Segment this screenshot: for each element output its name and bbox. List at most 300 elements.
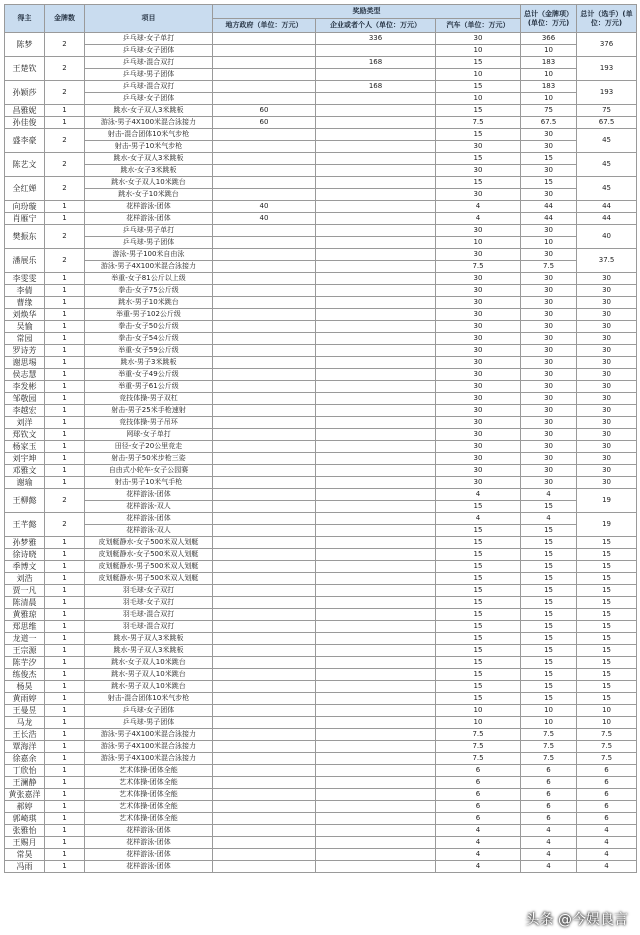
- athlete-total-cell: 30: [577, 477, 637, 489]
- event-cell: 花样游泳-团体: [85, 513, 213, 525]
- subtotal-cell: 15: [521, 621, 577, 633]
- subtotal-cell: 30: [521, 465, 577, 477]
- event-cell: 艺术体操-团体全能: [85, 777, 213, 789]
- table-row: [5, 321, 637, 333]
- event-cell: 花样游泳-团体: [85, 861, 213, 873]
- athlete-name-cell: 孙颖莎: [5, 81, 45, 105]
- local-gov-cell: [213, 357, 316, 369]
- athlete-total-cell: 30: [577, 333, 637, 345]
- subtotal-cell: 10: [521, 717, 577, 729]
- event-cell: 花样游泳-团体: [85, 489, 213, 501]
- car-cell: 30: [436, 297, 521, 309]
- table-row: [5, 45, 637, 57]
- athlete-name-cell: 陈芋汐: [5, 657, 45, 669]
- subtotal-cell: 6: [521, 765, 577, 777]
- car-cell: 30: [436, 189, 521, 201]
- enterprise-cell: [316, 729, 436, 741]
- table-row: [5, 153, 637, 165]
- athlete-name-cell: 黄雨婷: [5, 693, 45, 705]
- subtotal-cell: 15: [521, 645, 577, 657]
- subtotal-cell: 15: [521, 633, 577, 645]
- table-row: [5, 597, 637, 609]
- enterprise-cell: [316, 609, 436, 621]
- local-gov-cell: [213, 669, 316, 681]
- car-cell: 10: [436, 237, 521, 249]
- car-cell: 6: [436, 777, 521, 789]
- table-row: [5, 213, 637, 225]
- car-cell: 30: [436, 33, 521, 45]
- athlete-total-cell: 15: [577, 537, 637, 549]
- car-cell: 15: [436, 537, 521, 549]
- car-cell: 30: [436, 453, 521, 465]
- event-cell: 射击-男子50米步枪三姿: [85, 453, 213, 465]
- local-gov-cell: [213, 609, 316, 621]
- athlete-total-cell: 6: [577, 813, 637, 825]
- subtotal-cell: 44: [521, 201, 577, 213]
- athlete-total-cell: 6: [577, 801, 637, 813]
- local-gov-cell: [213, 225, 316, 237]
- subtotal-cell: 67.5: [521, 117, 577, 129]
- athlete-name-cell: 侯志慧: [5, 369, 45, 381]
- car-cell: 7.5: [436, 741, 521, 753]
- enterprise-cell: [316, 369, 436, 381]
- enterprise-cell: [316, 585, 436, 597]
- athlete-name-cell: 吴愉: [5, 321, 45, 333]
- enterprise-cell: [316, 477, 436, 489]
- medal-count-cell: 1: [45, 729, 85, 741]
- local-gov-cell: [213, 369, 316, 381]
- local-gov-cell: [213, 837, 316, 849]
- athlete-name-cell: 马龙: [5, 717, 45, 729]
- car-cell: 4: [436, 213, 521, 225]
- car-cell: 30: [436, 393, 521, 405]
- car-cell: 15: [436, 669, 521, 681]
- subtotal-cell: 15: [521, 585, 577, 597]
- table-row: [5, 33, 637, 45]
- event-cell: 跳水-女子10米跳台: [85, 189, 213, 201]
- table-row: [5, 513, 637, 525]
- table-row: [5, 477, 637, 489]
- enterprise-cell: [316, 657, 436, 669]
- athlete-total-cell: 15: [577, 585, 637, 597]
- athlete-name-cell: 全红婵: [5, 177, 45, 201]
- enterprise-cell: [316, 801, 436, 813]
- athlete-name-cell: 丁欣怡: [5, 765, 45, 777]
- local-gov-cell: [213, 297, 316, 309]
- medal-count-cell: 2: [45, 81, 85, 105]
- athlete-name-cell: 孙梦雅: [5, 537, 45, 549]
- subtotal-cell: 30: [521, 369, 577, 381]
- car-cell: 4: [436, 861, 521, 873]
- enterprise-cell: [316, 693, 436, 705]
- athlete-total-cell: 7.5: [577, 741, 637, 753]
- table-row: [5, 549, 637, 561]
- athlete-total-cell: 30: [577, 321, 637, 333]
- local-gov-cell: [213, 93, 316, 105]
- athlete-name-cell: 邹敬园: [5, 393, 45, 405]
- local-gov-cell: [213, 705, 316, 717]
- athlete-name-cell: 李发彬: [5, 381, 45, 393]
- car-cell: 10: [436, 705, 521, 717]
- medal-count-cell: 1: [45, 333, 85, 345]
- subtotal-cell: 4: [521, 861, 577, 873]
- medal-count-cell: 1: [45, 381, 85, 393]
- enterprise-cell: [316, 357, 436, 369]
- athlete-total-cell: 15: [577, 645, 637, 657]
- table-row: [5, 345, 637, 357]
- event-cell: 跳水-男子双人3米跳板: [85, 645, 213, 657]
- car-cell: 7.5: [436, 729, 521, 741]
- event-cell: 游泳-男子100米自由泳: [85, 249, 213, 261]
- local-gov-cell: [213, 69, 316, 81]
- athlete-total-cell: 15: [577, 681, 637, 693]
- athlete-total-cell: 4: [577, 825, 637, 837]
- car-cell: 15: [436, 153, 521, 165]
- event-cell: 皮划艇静水-女子500米双人划艇: [85, 549, 213, 561]
- athlete-total-cell: 30: [577, 465, 637, 477]
- local-gov-cell: [213, 453, 316, 465]
- subtotal-cell: 6: [521, 813, 577, 825]
- local-gov-cell: [213, 597, 316, 609]
- car-cell: 30: [436, 249, 521, 261]
- enterprise-cell: [316, 297, 436, 309]
- table-row: [5, 117, 637, 129]
- enterprise-cell: 336: [316, 33, 436, 45]
- subtotal-cell: 15: [521, 669, 577, 681]
- event-cell: 跳水-男子双人10米跳台: [85, 681, 213, 693]
- event-cell: 射击-混合团体10米气步枪: [85, 129, 213, 141]
- local-gov-cell: [213, 189, 316, 201]
- event-cell: 拳击-女子50公斤级: [85, 321, 213, 333]
- enterprise-cell: [316, 777, 436, 789]
- car-cell: 7.5: [436, 753, 521, 765]
- athlete-total-cell: 30: [577, 369, 637, 381]
- enterprise-cell: [316, 861, 436, 873]
- event-cell: 跳水-女子双人3米跳板: [85, 153, 213, 165]
- table-row: [5, 681, 637, 693]
- medal-count-cell: 2: [45, 489, 85, 513]
- car-cell: 30: [436, 381, 521, 393]
- event-cell: 乒乓球-混合双打: [85, 57, 213, 69]
- event-cell: 游泳-男子4X100米混合泳接力: [85, 117, 213, 129]
- medal-count-cell: 1: [45, 753, 85, 765]
- athlete-name-cell: 王芊懿: [5, 513, 45, 537]
- table-row: [5, 69, 637, 81]
- subtotal-cell: 30: [521, 405, 577, 417]
- medal-count-cell: 1: [45, 609, 85, 621]
- car-cell: 10: [436, 717, 521, 729]
- local-gov-cell: [213, 813, 316, 825]
- athlete-name-cell: 陈艺文: [5, 153, 45, 177]
- medal-count-cell: 2: [45, 129, 85, 153]
- event-cell: 拳击-女子75公斤级: [85, 285, 213, 297]
- medal-count-cell: 1: [45, 705, 85, 717]
- medal-count-cell: 1: [45, 357, 85, 369]
- subtotal-cell: 44: [521, 213, 577, 225]
- athlete-total-cell: 44: [577, 213, 637, 225]
- event-cell: 举重-女子59公斤级: [85, 345, 213, 357]
- local-gov-cell: [213, 321, 316, 333]
- athlete-name-cell: 徐诗晓: [5, 549, 45, 561]
- enterprise-cell: [316, 261, 436, 273]
- table-row: [5, 861, 637, 873]
- watermark-text: 头条 @今娱良言: [525, 912, 628, 928]
- table-row: [5, 237, 637, 249]
- table-row: [5, 765, 637, 777]
- medal-count-cell: 1: [45, 585, 85, 597]
- medal-count-cell: 2: [45, 57, 85, 81]
- enterprise-cell: [316, 309, 436, 321]
- event-cell: 艺术体操-团体全能: [85, 813, 213, 825]
- enterprise-cell: [316, 345, 436, 357]
- medal-count-cell: 1: [45, 741, 85, 753]
- athlete-total-cell: 4: [577, 849, 637, 861]
- subtotal-cell: 10: [521, 705, 577, 717]
- subtotal-cell: 4: [521, 849, 577, 861]
- athlete-total-cell: 4: [577, 861, 637, 873]
- local-gov-cell: [213, 501, 316, 513]
- table-row: [5, 177, 637, 189]
- medal-count-cell: 1: [45, 789, 85, 801]
- event-cell: 花样游泳-团体: [85, 825, 213, 837]
- local-gov-cell: [213, 633, 316, 645]
- event-cell: 跳水-女子双人10米跳台: [85, 177, 213, 189]
- car-cell: 15: [436, 645, 521, 657]
- subtotal-cell: 30: [521, 381, 577, 393]
- enterprise-cell: [316, 153, 436, 165]
- local-gov-cell: [213, 57, 316, 69]
- local-gov-cell: [213, 777, 316, 789]
- subtotal-cell: 30: [521, 225, 577, 237]
- table-row: [5, 741, 637, 753]
- enterprise-cell: [316, 453, 436, 465]
- medal-count-cell: 1: [45, 549, 85, 561]
- local-gov-cell: [213, 381, 316, 393]
- event-cell: 田径-女子20公里竞走: [85, 441, 213, 453]
- medal-count-cell: 1: [45, 777, 85, 789]
- table-row: [5, 465, 637, 477]
- table-row: [5, 633, 637, 645]
- car-cell: 15: [436, 681, 521, 693]
- athlete-total-cell: 30: [577, 297, 637, 309]
- event-cell: 射击-男子10米气步枪: [85, 141, 213, 153]
- local-gov-cell: [213, 573, 316, 585]
- subtotal-cell: 15: [521, 549, 577, 561]
- table-row: [5, 573, 637, 585]
- athlete-total-cell: 6: [577, 765, 637, 777]
- car-cell: 15: [436, 657, 521, 669]
- car-cell: 4: [436, 849, 521, 861]
- athlete-name-cell: 王柳懿: [5, 489, 45, 513]
- header-reward-type: 奖励类型: [213, 5, 521, 19]
- local-gov-cell: [213, 285, 316, 297]
- car-cell: 30: [436, 357, 521, 369]
- enterprise-cell: [316, 669, 436, 681]
- car-cell: 6: [436, 765, 521, 777]
- enterprise-cell: [316, 789, 436, 801]
- athlete-name-cell: 邓雅文: [5, 465, 45, 477]
- car-cell: 30: [436, 333, 521, 345]
- medal-count-cell: 1: [45, 429, 85, 441]
- table-row: [5, 753, 637, 765]
- enterprise-cell: [316, 45, 436, 57]
- header-total-medal: 总计（金牌项）(单位：万元): [521, 5, 577, 33]
- car-cell: 30: [436, 405, 521, 417]
- event-cell: 乒乓球-男子团体: [85, 69, 213, 81]
- car-cell: 7.5: [436, 117, 521, 129]
- enterprise-cell: [316, 525, 436, 537]
- athlete-total-cell: 40: [577, 225, 637, 249]
- medal-count-cell: 1: [45, 813, 85, 825]
- event-cell: 游泳-男子4X100米混合泳接力: [85, 261, 213, 273]
- local-gov-cell: [213, 153, 316, 165]
- athlete-name-cell: 肖雁宁: [5, 213, 45, 225]
- athlete-total-cell: 67.5: [577, 117, 637, 129]
- table-row: [5, 201, 637, 213]
- athlete-name-cell: 陈梦: [5, 33, 45, 57]
- local-gov-cell: [213, 525, 316, 537]
- event-cell: 竞技体操-男子双杠: [85, 393, 213, 405]
- subtotal-cell: 7.5: [521, 729, 577, 741]
- enterprise-cell: [316, 225, 436, 237]
- car-cell: 6: [436, 789, 521, 801]
- car-cell: 15: [436, 609, 521, 621]
- athlete-name-cell: 王赐月: [5, 837, 45, 849]
- enterprise-cell: [316, 393, 436, 405]
- athlete-name-cell: 覃海洋: [5, 741, 45, 753]
- local-gov-cell: [213, 645, 316, 657]
- athlete-total-cell: 10: [577, 717, 637, 729]
- event-cell: 游泳-男子4X100米混合泳接力: [85, 729, 213, 741]
- subtotal-cell: 183: [521, 81, 577, 93]
- table-row: [5, 333, 637, 345]
- table-row: [5, 525, 637, 537]
- local-gov-cell: 40: [213, 213, 316, 225]
- event-cell: 花样游泳-双人: [85, 501, 213, 513]
- table-row: [5, 381, 637, 393]
- athlete-name-cell: 刘焕华: [5, 309, 45, 321]
- table-row: [5, 489, 637, 501]
- athlete-total-cell: 30: [577, 345, 637, 357]
- local-gov-cell: [213, 309, 316, 321]
- enterprise-cell: [316, 141, 436, 153]
- table-row: [5, 249, 637, 261]
- table-row: [5, 369, 637, 381]
- table-header: [5, 5, 637, 33]
- event-cell: 羽毛球-女子双打: [85, 585, 213, 597]
- medal-count-cell: 1: [45, 393, 85, 405]
- enterprise-cell: [316, 489, 436, 501]
- medal-count-cell: 1: [45, 669, 85, 681]
- header-event: 项目: [85, 5, 213, 33]
- subtotal-cell: 10: [521, 69, 577, 81]
- event-cell: 射击-男子25米手枪速射: [85, 405, 213, 417]
- event-cell: 跳水-女子双人3米跳板: [85, 105, 213, 117]
- enterprise-cell: [316, 813, 436, 825]
- medal-count-cell: 1: [45, 345, 85, 357]
- event-cell: 乒乓球-混合双打: [85, 81, 213, 93]
- table-row: [5, 837, 637, 849]
- local-gov-cell: [213, 465, 316, 477]
- car-cell: 30: [436, 141, 521, 153]
- car-cell: 10: [436, 45, 521, 57]
- subtotal-cell: 6: [521, 777, 577, 789]
- medal-count-cell: 1: [45, 453, 85, 465]
- athlete-total-cell: 30: [577, 441, 637, 453]
- table-row: [5, 393, 637, 405]
- local-gov-cell: [213, 621, 316, 633]
- car-cell: 30: [436, 429, 521, 441]
- athlete-total-cell: 30: [577, 405, 637, 417]
- athlete-name-cell: 郑钦文: [5, 429, 45, 441]
- table-row: [5, 693, 637, 705]
- table-row: [5, 429, 637, 441]
- table-row: [5, 417, 637, 429]
- table-body: [5, 33, 637, 873]
- athlete-name-cell: 潘展乐: [5, 249, 45, 273]
- enterprise-cell: [316, 117, 436, 129]
- athlete-name-cell: 徐嘉余: [5, 753, 45, 765]
- event-cell: 乒乓球-男子单打: [85, 225, 213, 237]
- athlete-total-cell: 15: [577, 621, 637, 633]
- event-cell: 网球-女子单打: [85, 429, 213, 441]
- athlete-name-cell: 向玢璇: [5, 201, 45, 213]
- car-cell: 30: [436, 477, 521, 489]
- medal-count-cell: 1: [45, 717, 85, 729]
- subtotal-cell: 30: [521, 249, 577, 261]
- athlete-name-cell: 樊振东: [5, 225, 45, 249]
- table-row: [5, 645, 637, 657]
- athlete-name-cell: 常昊: [5, 849, 45, 861]
- subtotal-cell: 15: [521, 177, 577, 189]
- medal-count-cell: 1: [45, 633, 85, 645]
- athlete-total-cell: 7.5: [577, 729, 637, 741]
- event-cell: 花样游泳-团体: [85, 213, 213, 225]
- athlete-total-cell: 15: [577, 609, 637, 621]
- enterprise-cell: [316, 249, 436, 261]
- subtotal-cell: 15: [521, 657, 577, 669]
- local-gov-cell: [213, 417, 316, 429]
- athlete-total-cell: 15: [577, 669, 637, 681]
- medal-count-cell: 1: [45, 597, 85, 609]
- table-row: [5, 93, 637, 105]
- event-cell: 乒乓球-女子单打: [85, 33, 213, 45]
- enterprise-cell: [316, 105, 436, 117]
- athlete-total-cell: 193: [577, 57, 637, 81]
- table-row: [5, 309, 637, 321]
- table-row: [5, 189, 637, 201]
- local-gov-cell: [213, 429, 316, 441]
- medal-count-cell: 1: [45, 213, 85, 225]
- car-cell: 15: [436, 177, 521, 189]
- header-athlete: 得主: [5, 5, 45, 33]
- athlete-total-cell: 30: [577, 417, 637, 429]
- table-row: [5, 273, 637, 285]
- medal-count-cell: 1: [45, 441, 85, 453]
- subtotal-cell: 30: [521, 321, 577, 333]
- local-gov-cell: [213, 129, 316, 141]
- athlete-total-cell: 45: [577, 177, 637, 201]
- athlete-total-cell: 30: [577, 429, 637, 441]
- subtotal-cell: 30: [521, 309, 577, 321]
- car-cell: 15: [436, 633, 521, 645]
- table-row: [5, 657, 637, 669]
- athlete-total-cell: 193: [577, 81, 637, 105]
- local-gov-cell: [213, 585, 316, 597]
- local-gov-cell: [213, 441, 316, 453]
- reward-table-sheet: [4, 4, 636, 873]
- subtotal-cell: 4: [521, 513, 577, 525]
